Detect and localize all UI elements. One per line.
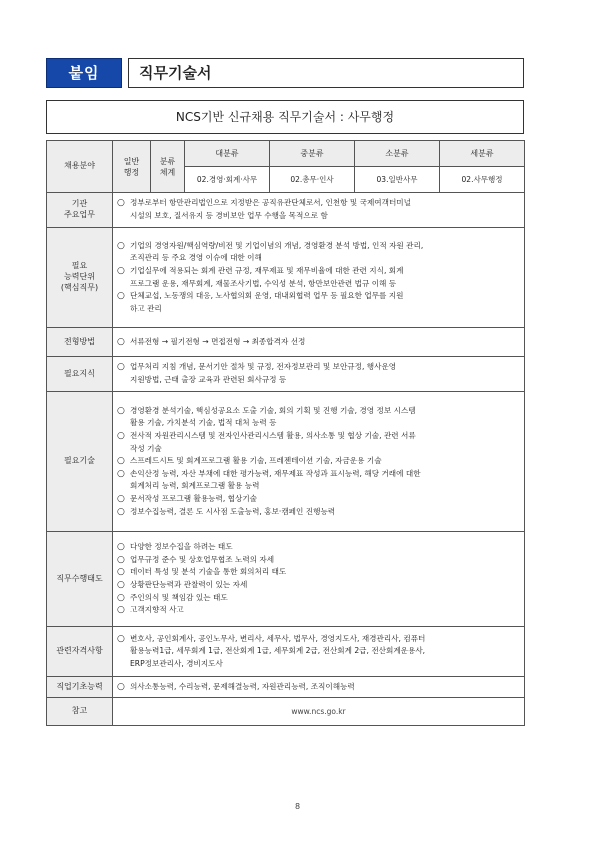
list-item bbox=[117, 197, 520, 210]
list-item bbox=[117, 493, 520, 506]
item-text: 단체교섭, 노동쟁의 대응, 노사협의회 운영, 대내외협력 업무 등 필요한 업무를 지원 bbox=[130, 291, 404, 301]
category-label: 직업기초능력 bbox=[56, 681, 103, 691]
list-item-continued: 회계처리 능력, 회계프로그램 활용 능력 bbox=[130, 481, 260, 491]
reference-link[interactable]: www.ncs.go.kr bbox=[113, 698, 525, 726]
list-item-continued: ERP정보관리사, 경비지도사 bbox=[130, 658, 223, 668]
document-title: NCS기반 신규채용 직무기술서 : 사무행정 bbox=[46, 100, 524, 134]
item-text: 업무처리 지침 개념, 문서기안 절차 및 규정, 전자정보관리 및 보안규정, 행사운영 bbox=[130, 362, 397, 372]
circle-bullet-icon: ○ bbox=[117, 567, 125, 578]
circle-bullet-icon: ○ bbox=[117, 265, 125, 276]
item-text: 변호사, 공인회계사, 공인노무사, 변리사, 세무사, 법무사, 경영지도사, 재경관리사, 컴퓨터 bbox=[130, 633, 426, 643]
list-item bbox=[117, 468, 520, 481]
attachment-badge: 붙임 bbox=[46, 58, 122, 88]
circle-bullet-icon: ○ bbox=[117, 554, 125, 565]
category-label: 필요지식 bbox=[64, 368, 95, 378]
list-item-continued: 작성 기술 bbox=[130, 443, 162, 453]
circle-bullet-icon: ○ bbox=[117, 362, 125, 373]
list-item bbox=[117, 681, 520, 694]
list-item bbox=[117, 240, 520, 253]
item-text: 경영환경 분석기술, 핵심성공요소 도출 기술, 회의 기획 및 진행 기술, 경영 정보 시스템 bbox=[130, 405, 416, 415]
list-item bbox=[117, 554, 520, 567]
circle-bullet-icon: ○ bbox=[117, 605, 125, 616]
item-text: 고객지향적 사고 bbox=[130, 605, 184, 615]
row-content bbox=[113, 392, 525, 532]
list-item bbox=[117, 633, 520, 646]
list-item bbox=[117, 290, 520, 303]
list-item bbox=[117, 361, 520, 374]
item-text: 업무규정 준수 및 상호업무협조 노력의 자세 bbox=[130, 554, 275, 564]
row-category bbox=[47, 193, 113, 228]
item-text: 기업의 경영자원/핵심역량/비전 및 기업이념의 개념, 경영환경 분석 방법, 인적 자원 관리, bbox=[130, 240, 424, 250]
category-label: 관련자격사항 bbox=[56, 646, 103, 656]
row-category bbox=[47, 357, 113, 392]
row-category bbox=[47, 627, 113, 677]
item-text: 전사적 자원관리시스템 및 전자인사관리시스템 활용, 의사소통 및 협상 기술, 관련 서류 bbox=[130, 431, 416, 441]
circle-bullet-icon: ○ bbox=[117, 633, 125, 644]
minor-class-header: 소분류 bbox=[355, 141, 440, 167]
list-item bbox=[117, 430, 520, 443]
item-text: 문서작성 프로그램 활용능력, 협상기술 bbox=[130, 493, 258, 503]
item-text: 손익산정 능력, 자산 부채에 대한 평가능력, 재무제표 작성과 표시능력, 해당 거래에 대한 bbox=[130, 468, 421, 478]
sub-class-header: 세분류 bbox=[440, 141, 525, 167]
circle-bullet-icon: ○ bbox=[117, 506, 125, 517]
circle-bullet-icon: ○ bbox=[117, 468, 125, 479]
circle-bullet-icon: ○ bbox=[117, 681, 125, 692]
list-item bbox=[117, 579, 520, 592]
row-content bbox=[113, 532, 525, 627]
category-label: 필요기술 bbox=[64, 456, 95, 466]
list-item bbox=[117, 604, 520, 617]
circle-bullet-icon: ○ bbox=[117, 198, 125, 209]
circle-bullet-icon: ○ bbox=[117, 431, 125, 442]
job-description-table bbox=[46, 140, 525, 726]
item-text: 데이터 특성 및 분석 기술을 통한 회의처리 태도 bbox=[130, 567, 287, 577]
list-item bbox=[117, 541, 520, 554]
classification-system-label bbox=[151, 141, 185, 193]
category-label: 기관 주요업무 bbox=[64, 199, 95, 219]
row-content bbox=[113, 193, 525, 228]
row-content bbox=[113, 677, 525, 698]
page-number: 8 bbox=[294, 802, 301, 811]
circle-bullet-icon: ○ bbox=[117, 336, 125, 347]
item-text: 정부로부터 항만관리법인으로 지정받은 공직유관단체로서, 인천항 및 국제여객터미널 bbox=[130, 198, 411, 208]
row-category bbox=[47, 532, 113, 627]
list-item bbox=[117, 506, 520, 519]
circle-bullet-icon: ○ bbox=[117, 493, 125, 504]
list-item-continued: 지원방법, 근태 출장 교육과 관련된 회사규정 등 bbox=[130, 375, 287, 384]
list-item-continued: 시설의 보호, 질서유지 등 경비보안 업무 수행을 목적으로 함 bbox=[130, 211, 328, 220]
circle-bullet-icon: ○ bbox=[117, 456, 125, 467]
list-item-continued: 프로그램 운용, 재무회계, 재물조사기법, 수익성 분석, 항만보안관련 법규 이해 등 bbox=[130, 278, 397, 288]
category-label: 필요 능력단위 (핵심직무) bbox=[60, 261, 99, 292]
circle-bullet-icon: ○ bbox=[117, 592, 125, 603]
row-category bbox=[47, 228, 113, 328]
list-item-continued: 조직관리 등 주요 경영 이슈에 대한 이해 bbox=[130, 253, 262, 263]
circle-bullet-icon: ○ bbox=[117, 542, 125, 553]
list-item bbox=[117, 455, 520, 468]
list-item bbox=[117, 336, 520, 349]
minor-class-value: 03.일반사무 bbox=[355, 167, 440, 193]
row-content bbox=[113, 328, 525, 357]
item-text: 정보수집능력, 결론 도 시사점 도출능력, 홍보·캠페인 진행능력 bbox=[130, 506, 336, 516]
row-content bbox=[113, 228, 525, 328]
section-header bbox=[46, 58, 524, 88]
general-admin-label bbox=[113, 141, 151, 193]
row-content bbox=[113, 357, 525, 392]
item-text: 주인의식 및 책임감 있는 태도 bbox=[130, 592, 228, 602]
category-label: 직무수행태도 bbox=[56, 573, 103, 583]
item-text: 서류전형 → 필기전형 → 면접전형 → 최종합격자 선정 bbox=[130, 336, 306, 346]
circle-bullet-icon: ○ bbox=[117, 291, 125, 302]
general-admin-text: 일반 행정 bbox=[123, 156, 140, 177]
list-item bbox=[117, 405, 520, 418]
reference-label: 참고 bbox=[47, 698, 113, 726]
middle-class-value: 02.총무·인사 bbox=[270, 167, 355, 193]
circle-bullet-icon: ○ bbox=[117, 240, 125, 251]
item-text: 기업실무에 적용되는 회계 관련 규정, 재무제표 및 재무비율에 대한 관련 지식, 회계 bbox=[130, 265, 404, 275]
item-text: 상황판단능력과 관찰력이 있는 자세 bbox=[130, 580, 248, 589]
item-text: 다양한 정보수집을 하려는 태도 bbox=[130, 542, 233, 552]
category-label: 전형방법 bbox=[64, 336, 95, 346]
major-class-header: 대분류 bbox=[185, 141, 270, 167]
middle-class-header: 중분류 bbox=[270, 141, 355, 167]
section-title: 직무기술서 bbox=[128, 58, 524, 88]
item-text: 스프레드시트 및 회계프로그램 활용 기술, 프레젠테이션 기술, 자금운용 기술 bbox=[130, 456, 382, 466]
row-category bbox=[47, 677, 113, 698]
row-category bbox=[47, 328, 113, 357]
list-item-continued: 하고 관리 bbox=[130, 303, 162, 313]
list-item bbox=[117, 566, 520, 579]
list-item bbox=[117, 592, 520, 605]
row-content bbox=[113, 627, 525, 677]
classification-system-text: 분류 체계 bbox=[159, 156, 176, 177]
circle-bullet-icon: ○ bbox=[117, 405, 125, 416]
list-item-continued: 활용능력1급, 세무회계 1급, 전산회계 1급, 세무회계 2급, 전산회계 2급, 전산회계운용사, bbox=[130, 646, 426, 656]
list-item bbox=[117, 265, 520, 278]
sub-class-value: 02.사무행정 bbox=[440, 167, 525, 193]
row-category bbox=[47, 392, 113, 532]
circle-bullet-icon: ○ bbox=[117, 580, 125, 590]
recruit-field-label: 채용분야 bbox=[47, 141, 113, 193]
list-item-continued: 활용 기술, 가치분석 기술, 법적 대처 능력 등 bbox=[130, 418, 277, 428]
item-text: 의사소통능력, 수리능력, 문제해결능력, 자원관리능력, 조직이해능력 bbox=[130, 681, 355, 691]
major-class-value: 02.경영·회계·사무 bbox=[185, 167, 270, 193]
